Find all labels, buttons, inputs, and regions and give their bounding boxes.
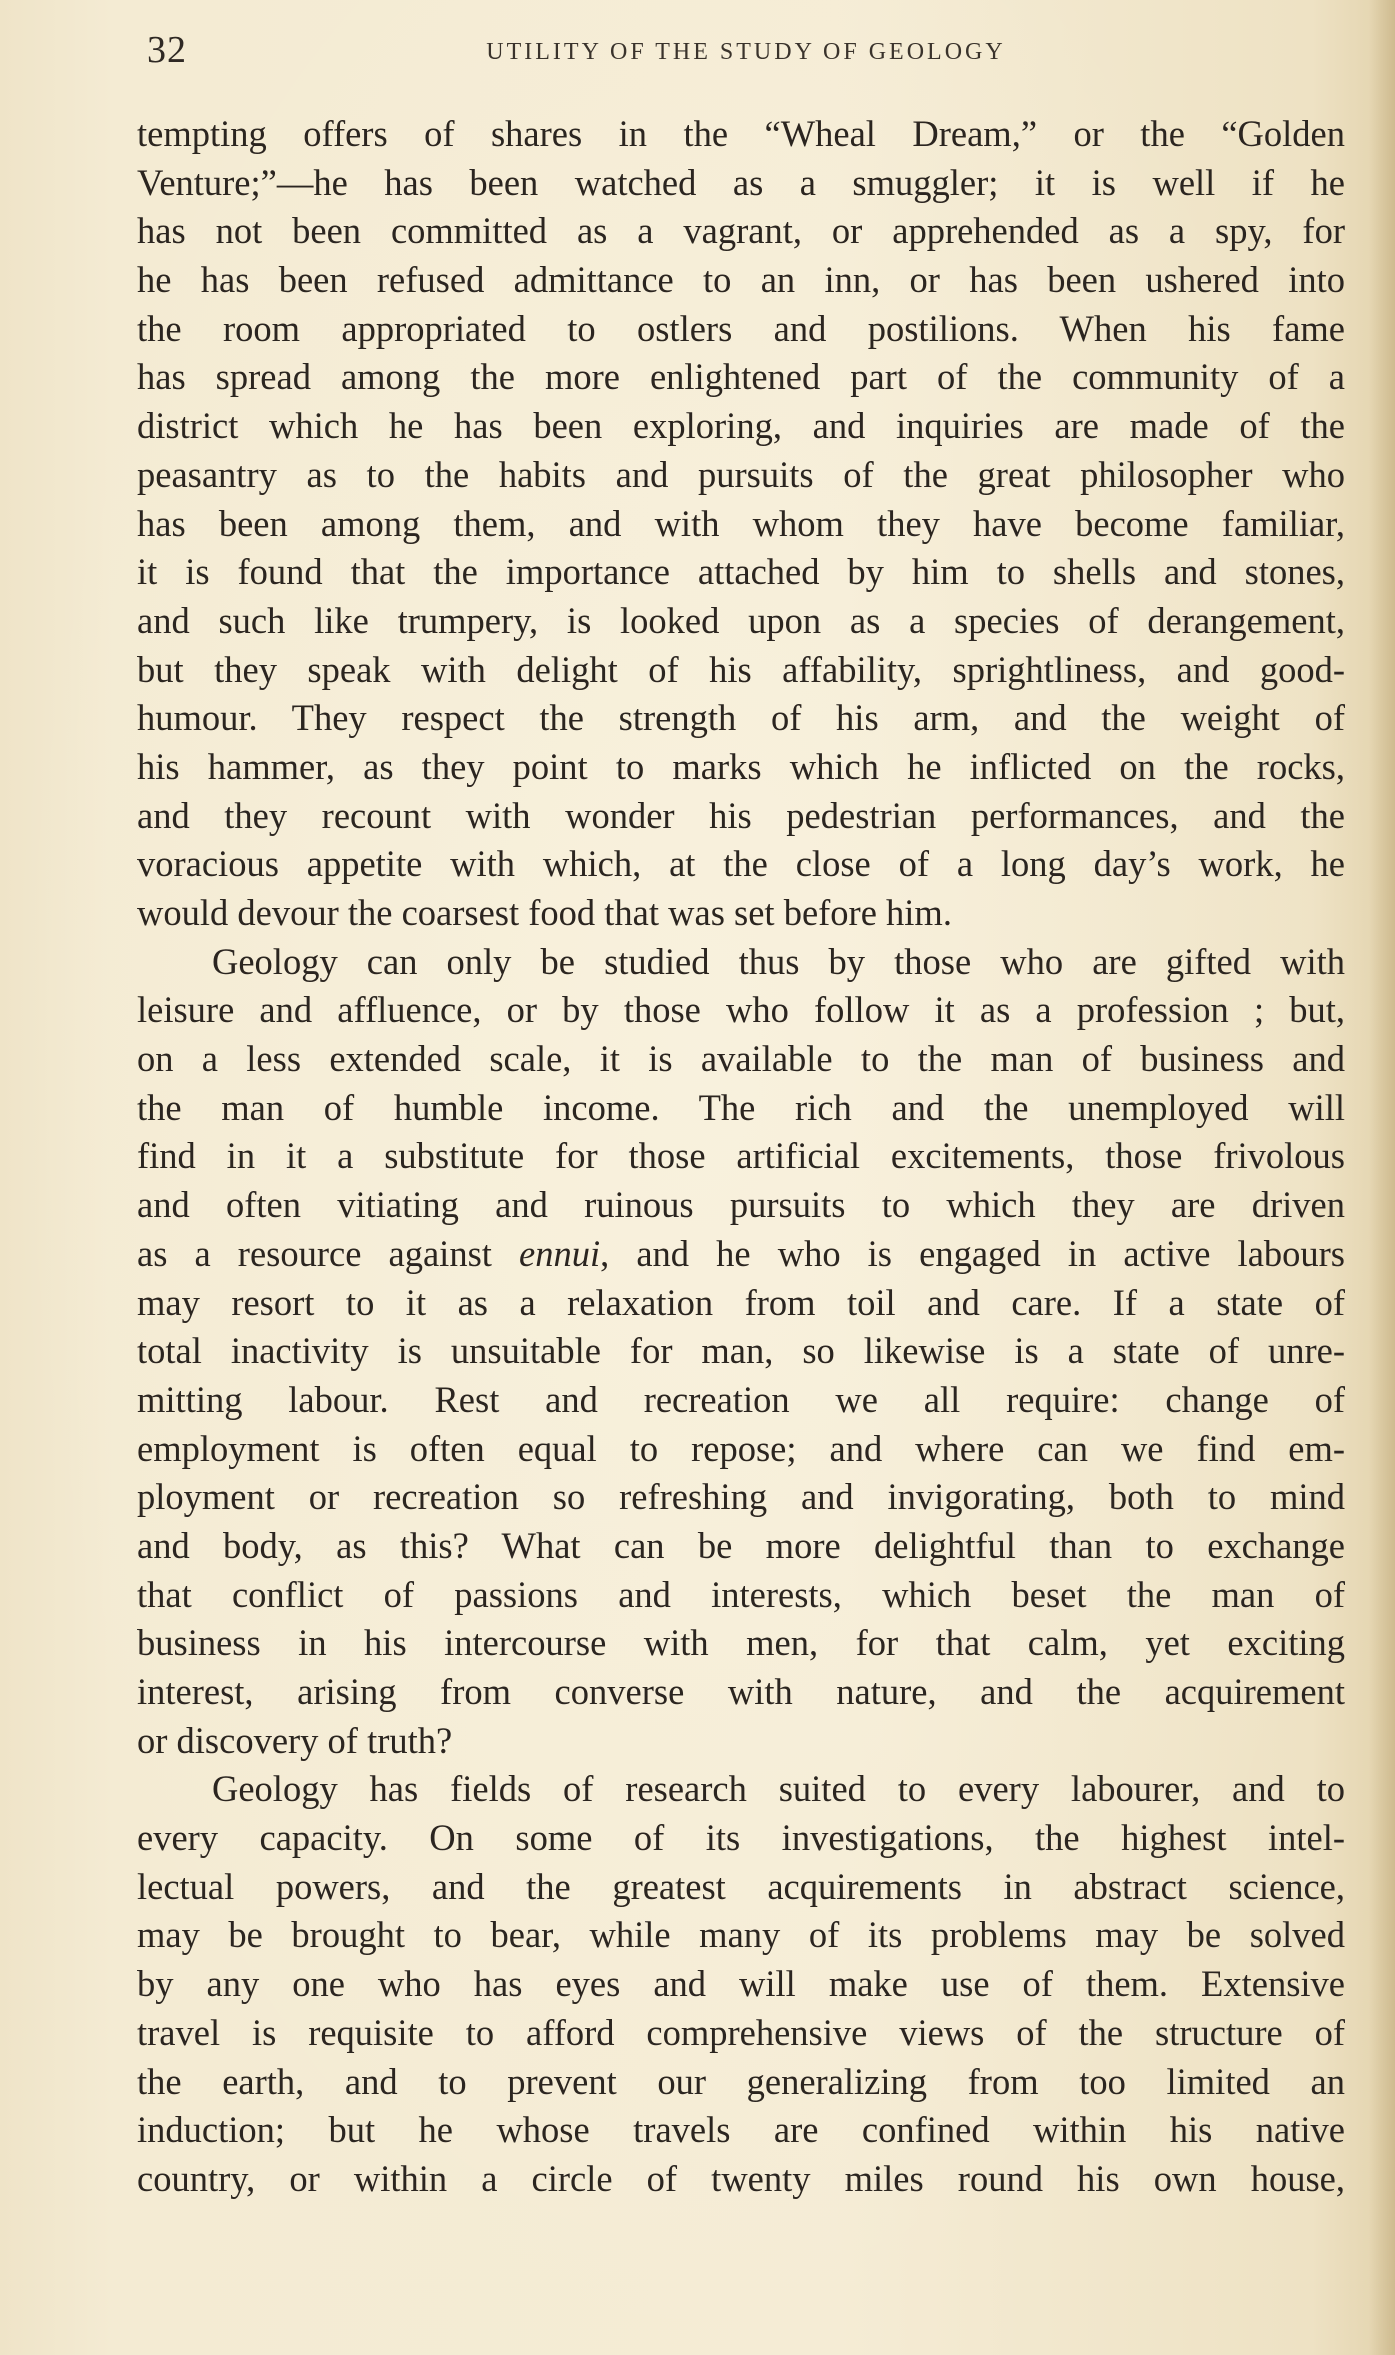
text-line: and often vitiating and ruinous pursuits to which they are driven <box>137 1184 1345 1226</box>
text-line: leisure and affluence, or by those who follow it as a profession ; but, <box>137 989 1345 1031</box>
text-line: and body, as this? What can be more delightful than to exchange <box>137 1524 1345 1566</box>
paragraph-1 <box>137 110 1345 938</box>
text-line: has spread among the more enlightened part of the community of a <box>137 356 1345 398</box>
text-line: induction; but he whose travels are confined within his native <box>137 2109 1345 2151</box>
text-line: the room appropriated to ostlers and postilions. When his fame <box>137 307 1345 349</box>
text-line: Venture;”—he has been watched as a smuggler; it is well if he <box>137 161 1345 203</box>
running-head: UTILITY OF THE STUDY OF GEOLOGY <box>486 39 1006 65</box>
page-header <box>147 26 1345 82</box>
text-line: peasantry as to the habits and pursuits of the great philosopher who <box>137 453 1345 495</box>
text-line: ployment or recreation so refreshing and invigorating, both to mind <box>137 1476 1345 1518</box>
text-line: but they speak with delight of his affability, sprightliness, and good- <box>137 648 1345 690</box>
paragraph-2 <box>137 938 1345 1766</box>
body-text <box>137 110 1345 2204</box>
text-line: or discovery of truth? <box>137 1719 453 1761</box>
text-line: business in his intercourse with men, for that calm, yet exciting <box>137 1622 1345 1664</box>
text-line: every capacity. On some of its investigations, the highest intel- <box>137 1817 1345 1859</box>
text-line: may be brought to bear, while many of its problems may be solved <box>137 1914 1345 1956</box>
text-line: his hammer, as they point to marks which he inflicted on the rocks, <box>137 745 1345 787</box>
text-line: interest, arising from converse with nature, and the acquirement <box>137 1671 1345 1712</box>
text-line: find in it a substitute for those artificial excitements, those frivolous <box>137 1135 1345 1177</box>
text-line: lectual powers, and the greatest acquirements in abstract science, <box>137 1865 1345 1907</box>
text-line: voracious appetite with which, at the close of a long day’s work, he <box>137 843 1345 885</box>
page-edge-shadow <box>1369 0 1395 2355</box>
text-line: that conflict of passions and interests, which beset the man of <box>137 1573 1345 1615</box>
text-line: and they recount with wonder his pedestrian performances, and the <box>137 794 1345 836</box>
page-number: 32 <box>147 29 187 71</box>
text-line: has not been committed as a vagrant, or apprehended as a spy, for <box>137 210 1345 252</box>
text-line: the man of humble income. The rich and the unemployed will <box>137 1086 1345 1128</box>
text-line: may resort to it as a relaxation from toil and care. If a state of <box>137 1281 1345 1323</box>
paragraph-3 <box>137 1765 1345 2203</box>
text-line: employment is often equal to repose; and where can we find em- <box>137 1427 1345 1469</box>
text-line-with-italic: as a resource against ennui, and he who is engaged in active labours <box>137 1232 1345 1274</box>
text-line: Geology can only be studied thus by those who are gifted with <box>212 940 1345 982</box>
text-line: humour. They respect the strength of his arm, and the weight of <box>137 697 1345 739</box>
text-line: by any one who has eyes and will make use of them. Extensive <box>137 1963 1345 2005</box>
text-line: district which he has been exploring, and inquiries are made of the <box>137 405 1345 447</box>
text-line: has been among them, and with whom they have become familiar, <box>137 502 1345 544</box>
text-line: and such like trumpery, is looked upon as a species of derangement, <box>137 599 1345 641</box>
text-line: the earth, and to prevent our generalizing from too limited an <box>137 2060 1345 2102</box>
text-line: on a less extended scale, it is available to the man of business and <box>137 1038 1345 1080</box>
text-line: tempting offers of shares in the “Wheal Dream,” or the “Golden <box>137 113 1345 154</box>
text-line: Geology has fields of research suited to every labourer, and to <box>212 1768 1345 1810</box>
text-line: he has been refused admittance to an inn, or has been ushered into <box>137 259 1345 301</box>
text-line: would devour the coarsest food that was set before him. <box>137 892 952 933</box>
text-line: it is found that the importance attached by him to shells and stones, <box>137 551 1345 593</box>
text-line: travel is requisite to afford comprehensive views of the structure of <box>137 2011 1345 2053</box>
italic-word: ennui <box>519 1232 601 1274</box>
text-line: mitting labour. Rest and recreation we all require: change of <box>137 1378 1345 1420</box>
text-line: country, or within a circle of twenty miles round his own house, <box>137 2157 1345 2199</box>
text-line: total inactivity is unsuitable for man, so likewise is a state of unre- <box>137 1330 1345 1372</box>
